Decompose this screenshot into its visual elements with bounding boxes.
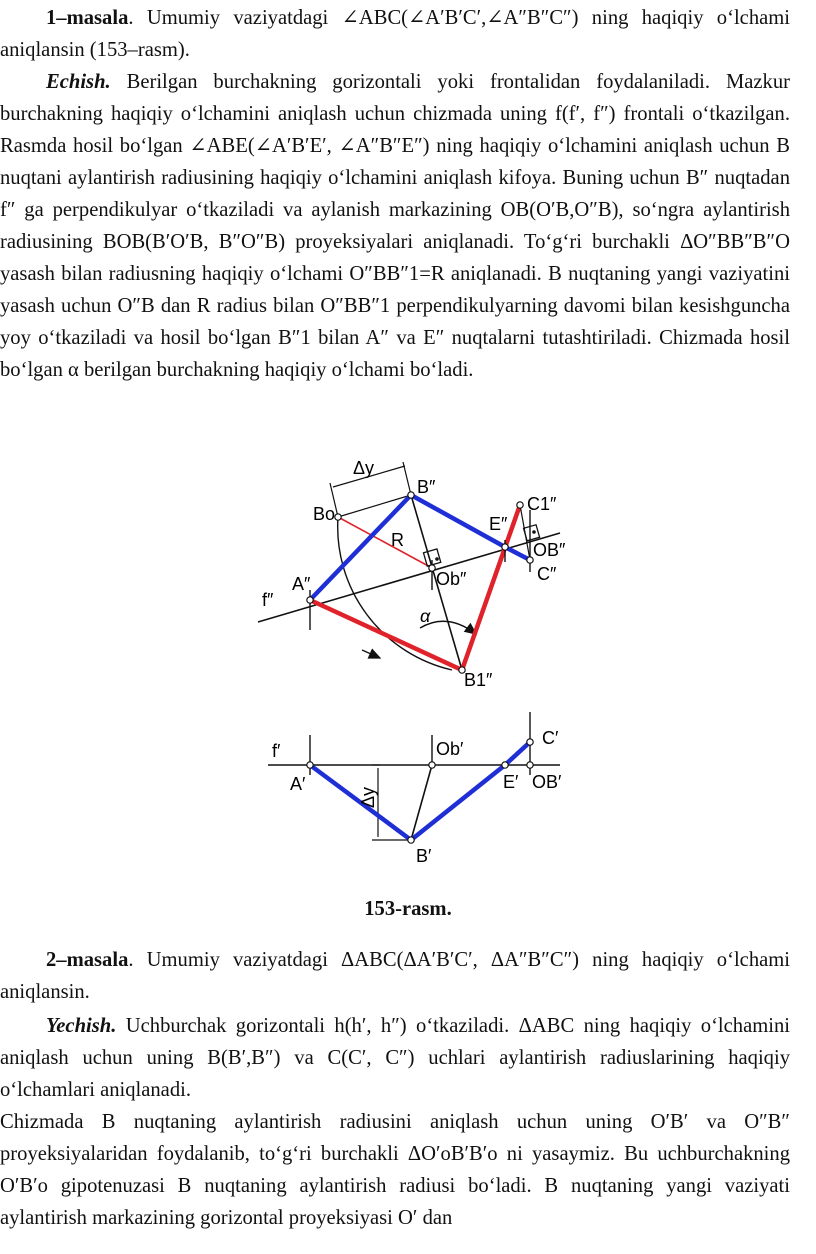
label-A2: A″ [292,574,311,594]
label-Ob2: Ob″ [436,569,467,589]
triangle-horizontal-blue [310,742,530,840]
horizontal-projection [268,712,562,866]
problem2-explanation: Chizmada B nuqtaning aylantirish radiusini aniqlash uchun uning O′B′ va O″B″ proyeksiyalaridan foydalanib, to‘g‘ri burchakli ΔO′oB′B′o ni yasaymiz. Bu uchburchakning O′B′o gipotenuzasi B nuqtaning aylantirish radiusi bo‘ladi. B nuqtaning yangi vaziyati aylantirish markazining gorizontal proyeksiyasi O′ dan [0,1111,790,1229]
problem2-solution-label: Yechish. [46,1015,117,1037]
label-dy-upper: Δy [353,458,375,478]
label-Bo: Bo [313,504,336,524]
figure-caption: 153-rasm. [364,898,452,920]
problem2-solution-text: Uchburchak gorizontali h(h′, h″) o‘tkaziladi. ΔABC ning haqiqiy o‘lchamini aniqlash uchun uning B(B′,B″) va C(C′, C″) uchlari aylantirish radiuslarining haqiqiy o‘lchamlari aniqlanadi. [0,1015,790,1101]
problem2-statement [0,944,790,1008]
label-E1: E′ [503,772,519,792]
label-f1: f′ [272,741,281,761]
label-OB2: OB″ [533,540,566,560]
label-C1: C′ [542,728,559,748]
label-Ob1: Ob′ [436,739,464,759]
problem1-solution-label: Echish. [46,71,111,93]
label-B2: B″ [417,477,436,497]
label-C2: C″ [537,564,557,584]
problem1-statement-text: . Umumiy vaziyatdagi ∠ABC(∠A′B′C′,∠A″B″C″) ning haqiqiy o‘lchami aniqlansin (153–rasm). [0,7,790,61]
problem2-title: 2–masala [46,949,129,971]
problem1-statement [0,2,790,66]
frontal-projection [258,458,566,690]
label-B1: B′ [416,846,432,866]
label-OB1: OB′ [532,772,562,792]
label-A1: A′ [290,774,306,794]
label-f2: f″ [262,590,274,610]
label-E2: E″ [489,514,508,534]
problem2-solution [0,1010,790,1106]
label-B1-2: B1″ [464,670,493,690]
label-C1-2: C1″ [527,494,557,514]
problem1-solution-text: Berilgan burchakning gorizontali yoki frontalidan foydalaniladi. Mazkur burchakning haqiqiy o‘lchamini aniqlash uchun chizmada uning f(f′, f″) frontali o‘tkazilgan. Rasmda hosil bo‘lgan ∠ABE(∠A′B′E′, ∠A″B″E″) ning haqiqiy o‘lchamini aniqlash uchun B nuqtani aylantirish radiusining haqiqiy o‘lchamini aniqlash kifoya. Buning uchun B″ nuqtadan f″ ga perpendikulyar o‘tkaziladi va aylanish markazining OB(O′B,O″B), so‘ngra aylantirish radiusining BOB(B′O′B, B″O″B) proyeksiyalari aniqlanadi. To‘g‘ri burchakli ΔO″BB″B″O yasash bilan radiusning haqiqiy o‘lchami O″BB″1=R aniqlanadi. B nuqtaning yangi vaziyatini yasash uchun O″B dan R radius bilan O″BB″1 perpendikulyarning davomi bilan kesishguncha yoy o‘tkaziladi va hosil bo‘lgan B″1 bilan A″ va E″ nuqtalarni tutashtiriladi. Chizmada hosil bo‘lgan α berilgan burchakning haqiqiy o‘lchami bo‘ladi. [0,71,790,381]
label-R: R [391,530,404,550]
label-dy-lower: Δy [358,786,378,808]
figure-153 [0,440,816,880]
problem1-solution [0,66,790,386]
problem2-statement-text: . Umumiy vaziyatdagi ΔABC(ΔA′B′C′, ΔA″B″C″) ning haqiqiy o‘lchami aniqlansin. [0,949,790,1003]
problem1-title: 1–masala [46,7,129,29]
label-alpha: α [420,606,431,626]
